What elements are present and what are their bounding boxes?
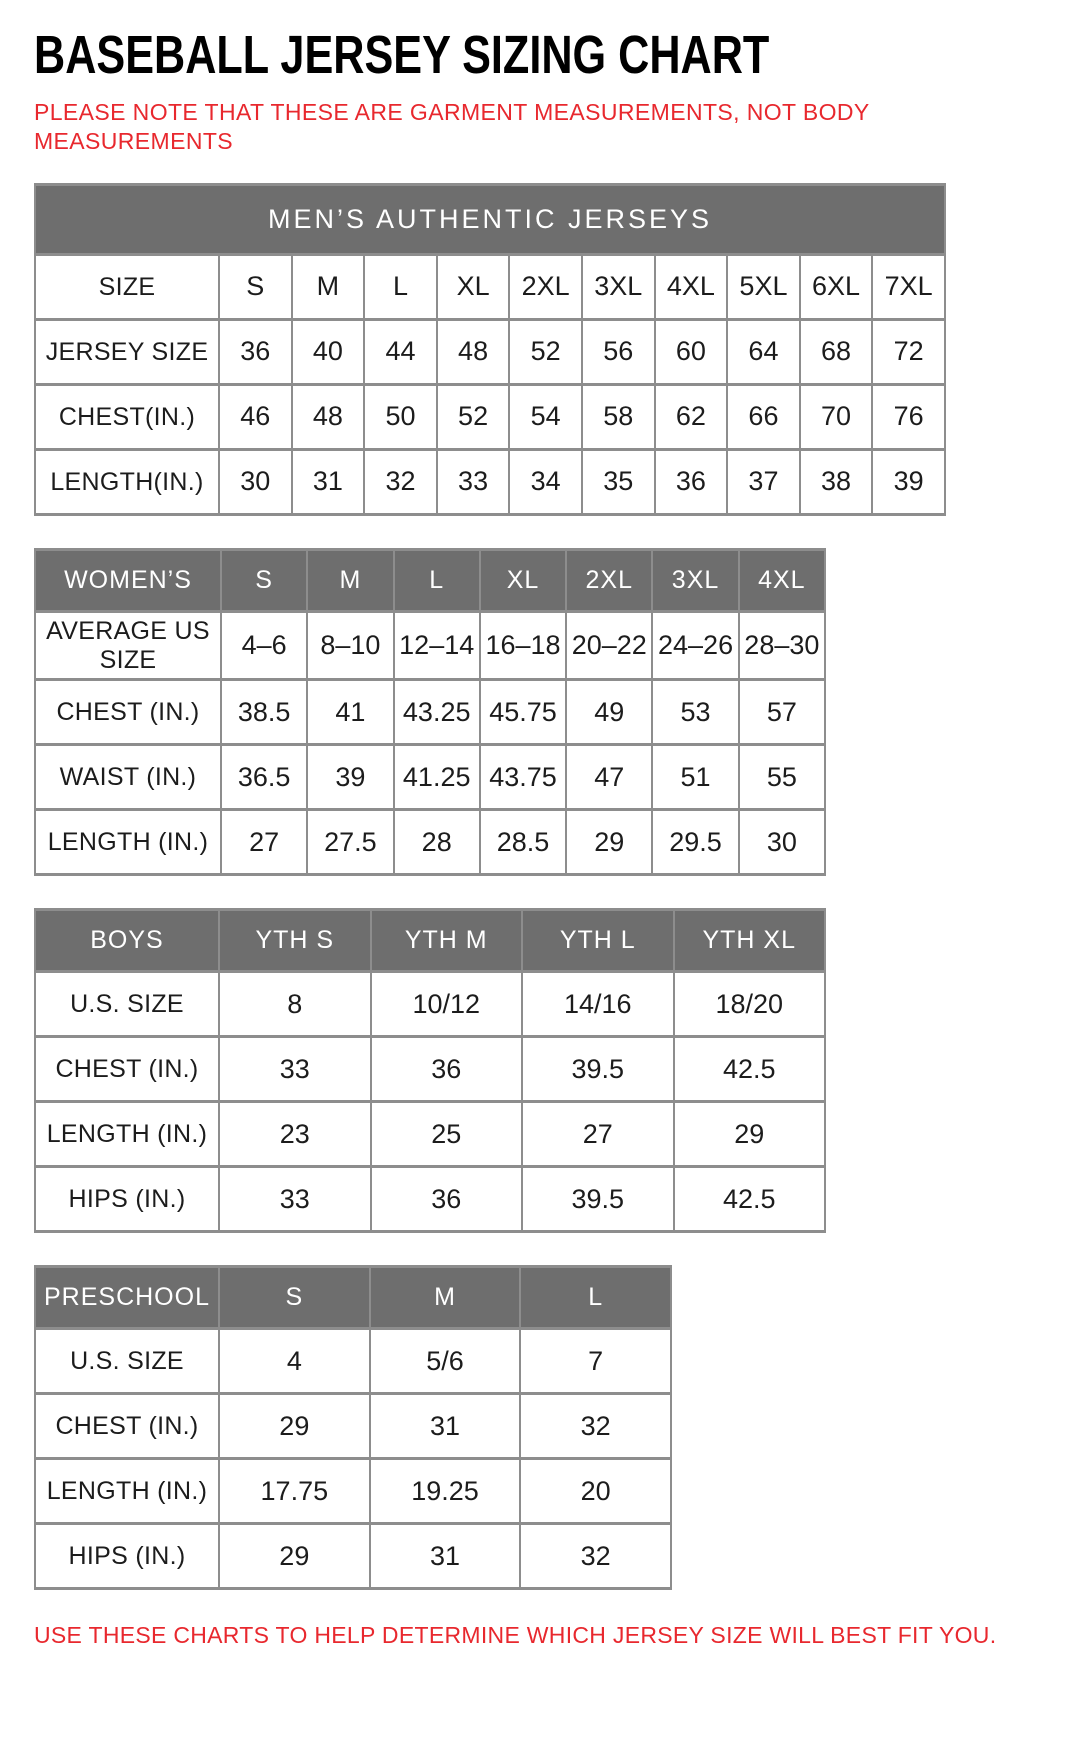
data-cell: 52 — [437, 384, 510, 449]
data-cell: 28–30 — [739, 611, 825, 680]
column-header-cell: YTH M — [371, 910, 523, 972]
data-cell: 27 — [221, 810, 307, 875]
data-cell: 68 — [800, 319, 873, 384]
table-row — [35, 1329, 671, 1394]
data-cell: 50 — [364, 384, 437, 449]
data-cell: 47 — [566, 745, 652, 810]
data-cell: 76 — [872, 384, 945, 449]
data-cell: 54 — [509, 384, 582, 449]
row-label-cell: CHEST(IN.) — [35, 384, 219, 449]
data-cell: 7XL — [872, 254, 945, 319]
row-label-cell: HIPS (IN.) — [35, 1167, 219, 1232]
data-cell: 39.5 — [522, 1167, 674, 1232]
data-cell: 53 — [652, 680, 738, 745]
table-row — [35, 1394, 671, 1459]
data-cell: XL — [437, 254, 510, 319]
row-label-cell: SIZE — [35, 254, 219, 319]
data-cell: 28 — [394, 810, 480, 875]
header-row — [35, 910, 825, 972]
data-cell: 42.5 — [674, 1037, 826, 1102]
data-cell: 10/12 — [371, 972, 523, 1037]
garment-measurements-note: PLEASE NOTE THAT THESE ARE GARMENT MEASUREMENTS, NOT BODY MEASUREMENTS — [34, 99, 870, 155]
column-header-cell: YTH S — [219, 910, 371, 972]
data-cell: 31 — [292, 449, 365, 514]
header-row — [35, 1267, 671, 1329]
data-cell: 42.5 — [674, 1167, 826, 1232]
data-cell: 31 — [370, 1394, 521, 1459]
row-label-cell: LENGTH (IN.) — [35, 810, 221, 875]
data-cell: 43.75 — [480, 745, 566, 810]
data-cell: 6XL — [800, 254, 873, 319]
data-cell: 24–26 — [652, 611, 738, 680]
data-cell: 14/16 — [522, 972, 674, 1037]
row-label-cell: CHEST (IN.) — [35, 1394, 219, 1459]
data-cell: 62 — [655, 384, 728, 449]
data-cell: 39.5 — [522, 1037, 674, 1102]
table-row — [35, 1037, 825, 1102]
table-title-cell: PRESCHOOL — [35, 1267, 219, 1329]
sizing-chart-page — [34, 24, 1041, 1649]
table-row — [35, 384, 945, 449]
column-header-cell: 2XL — [566, 549, 652, 611]
column-header-cell: L — [520, 1267, 671, 1329]
table-row — [35, 319, 945, 384]
table-row — [35, 972, 825, 1037]
data-cell: 36 — [219, 319, 292, 384]
row-label-cell: U.S. SIZE — [35, 1329, 219, 1394]
column-header-cell: S — [221, 549, 307, 611]
data-cell: 32 — [520, 1394, 671, 1459]
banner-row — [35, 184, 945, 254]
data-cell: 72 — [872, 319, 945, 384]
boys-table — [34, 908, 826, 1233]
data-cell: 48 — [437, 319, 510, 384]
preschool-sizing-table — [34, 1265, 1041, 1590]
data-cell: 64 — [727, 319, 800, 384]
data-cell: 37 — [727, 449, 800, 514]
boys-sizing-table — [34, 908, 1041, 1233]
row-label-cell: AVERAGE US SIZE — [35, 611, 221, 680]
data-cell: 17.75 — [219, 1459, 370, 1524]
table-row — [35, 1167, 825, 1232]
data-cell: 60 — [655, 319, 728, 384]
data-cell: 41 — [307, 680, 393, 745]
table-row — [35, 1524, 671, 1589]
data-cell: 32 — [364, 449, 437, 514]
row-label-cell: LENGTH (IN.) — [35, 1459, 219, 1524]
column-header-cell: 3XL — [652, 549, 738, 611]
table-row — [35, 745, 825, 810]
table-title-cell: WOMEN’S — [35, 549, 221, 611]
data-cell: 38 — [800, 449, 873, 514]
row-label-cell: U.S. SIZE — [35, 972, 219, 1037]
data-cell: 18/20 — [674, 972, 826, 1037]
data-cell: 2XL — [509, 254, 582, 319]
data-cell: 28.5 — [480, 810, 566, 875]
data-cell: 16–18 — [480, 611, 566, 680]
data-cell: 36.5 — [221, 745, 307, 810]
data-cell: 4–6 — [221, 611, 307, 680]
page-title: BASEBALL JERSEY SIZING CHART — [34, 25, 770, 85]
data-cell: 7 — [520, 1329, 671, 1394]
data-cell: 48 — [292, 384, 365, 449]
data-cell: 36 — [371, 1037, 523, 1102]
data-cell: 40 — [292, 319, 365, 384]
data-cell: 8 — [219, 972, 371, 1037]
best-fit-note: USE THESE CHARTS TO HELP DETERMINE WHICH JERSEY SIZE WILL BEST FIT YOU. — [34, 1622, 997, 1649]
data-cell: 23 — [219, 1102, 371, 1167]
data-cell: 39 — [872, 449, 945, 514]
data-cell: 57 — [739, 680, 825, 745]
data-cell: 39 — [307, 745, 393, 810]
womens-sizing-table — [34, 548, 1041, 877]
data-cell: 3XL — [582, 254, 655, 319]
data-cell: 29 — [219, 1394, 370, 1459]
table-row — [35, 611, 825, 680]
data-cell: 4 — [219, 1329, 370, 1394]
data-cell: 66 — [727, 384, 800, 449]
data-cell: 49 — [566, 680, 652, 745]
column-header-cell: M — [370, 1267, 521, 1329]
table-row — [35, 1459, 671, 1524]
data-cell: 19.25 — [370, 1459, 521, 1524]
table-row — [35, 1102, 825, 1167]
data-cell: 31 — [370, 1524, 521, 1589]
data-cell: 56 — [582, 319, 655, 384]
mens-table — [34, 183, 946, 516]
mens-sizing-table — [34, 183, 1041, 516]
data-cell: 29 — [219, 1524, 370, 1589]
table-row — [35, 810, 825, 875]
data-cell: 51 — [652, 745, 738, 810]
data-cell: 27.5 — [307, 810, 393, 875]
table-row — [35, 449, 945, 514]
data-cell: 44 — [364, 319, 437, 384]
table-row — [35, 680, 825, 745]
data-cell: 52 — [509, 319, 582, 384]
table-row — [35, 254, 945, 319]
data-cell: 25 — [371, 1102, 523, 1167]
data-cell: 12–14 — [394, 611, 480, 680]
data-cell: 8–10 — [307, 611, 393, 680]
data-cell: 27 — [522, 1102, 674, 1167]
column-header-cell: L — [394, 549, 480, 611]
data-cell: 36 — [655, 449, 728, 514]
data-cell: S — [219, 254, 292, 319]
data-cell: 45.75 — [480, 680, 566, 745]
row-label-cell: LENGTH (IN.) — [35, 1102, 219, 1167]
womens-table — [34, 548, 826, 877]
data-cell: 20 — [520, 1459, 671, 1524]
data-cell: 38.5 — [221, 680, 307, 745]
data-cell: 70 — [800, 384, 873, 449]
preschool-table — [34, 1265, 672, 1590]
data-cell: 41.25 — [394, 745, 480, 810]
data-cell: 29 — [674, 1102, 826, 1167]
table-banner: MEN’S AUTHENTIC JERSEYS — [35, 184, 945, 254]
column-header-cell: XL — [480, 549, 566, 611]
row-label-cell: CHEST (IN.) — [35, 1037, 219, 1102]
column-header-cell: M — [307, 549, 393, 611]
data-cell: 20–22 — [566, 611, 652, 680]
data-cell: 33 — [437, 449, 510, 514]
data-cell: 5XL — [727, 254, 800, 319]
data-cell: 30 — [219, 449, 292, 514]
data-cell: 34 — [509, 449, 582, 514]
data-cell: M — [292, 254, 365, 319]
data-cell: 35 — [582, 449, 655, 514]
data-cell: L — [364, 254, 437, 319]
data-cell: 43.25 — [394, 680, 480, 745]
column-header-cell: YTH L — [522, 910, 674, 972]
row-label-cell: WAIST (IN.) — [35, 745, 221, 810]
data-cell: 30 — [739, 810, 825, 875]
data-cell: 32 — [520, 1524, 671, 1589]
data-cell: 4XL — [655, 254, 728, 319]
data-cell: 33 — [219, 1167, 371, 1232]
row-label-cell: CHEST (IN.) — [35, 680, 221, 745]
data-cell: 36 — [371, 1167, 523, 1232]
column-header-cell: 4XL — [739, 549, 825, 611]
column-header-cell: S — [219, 1267, 370, 1329]
row-label-cell: HIPS (IN.) — [35, 1524, 219, 1589]
data-cell: 29.5 — [652, 810, 738, 875]
table-title-cell: BOYS — [35, 910, 219, 972]
data-cell: 29 — [566, 810, 652, 875]
row-label-cell: LENGTH(IN.) — [35, 449, 219, 514]
column-header-cell: YTH XL — [674, 910, 826, 972]
data-cell: 55 — [739, 745, 825, 810]
header-row — [35, 549, 825, 611]
row-label-cell: JERSEY SIZE — [35, 319, 219, 384]
data-cell: 46 — [219, 384, 292, 449]
data-cell: 5/6 — [370, 1329, 521, 1394]
data-cell: 33 — [219, 1037, 371, 1102]
data-cell: 58 — [582, 384, 655, 449]
